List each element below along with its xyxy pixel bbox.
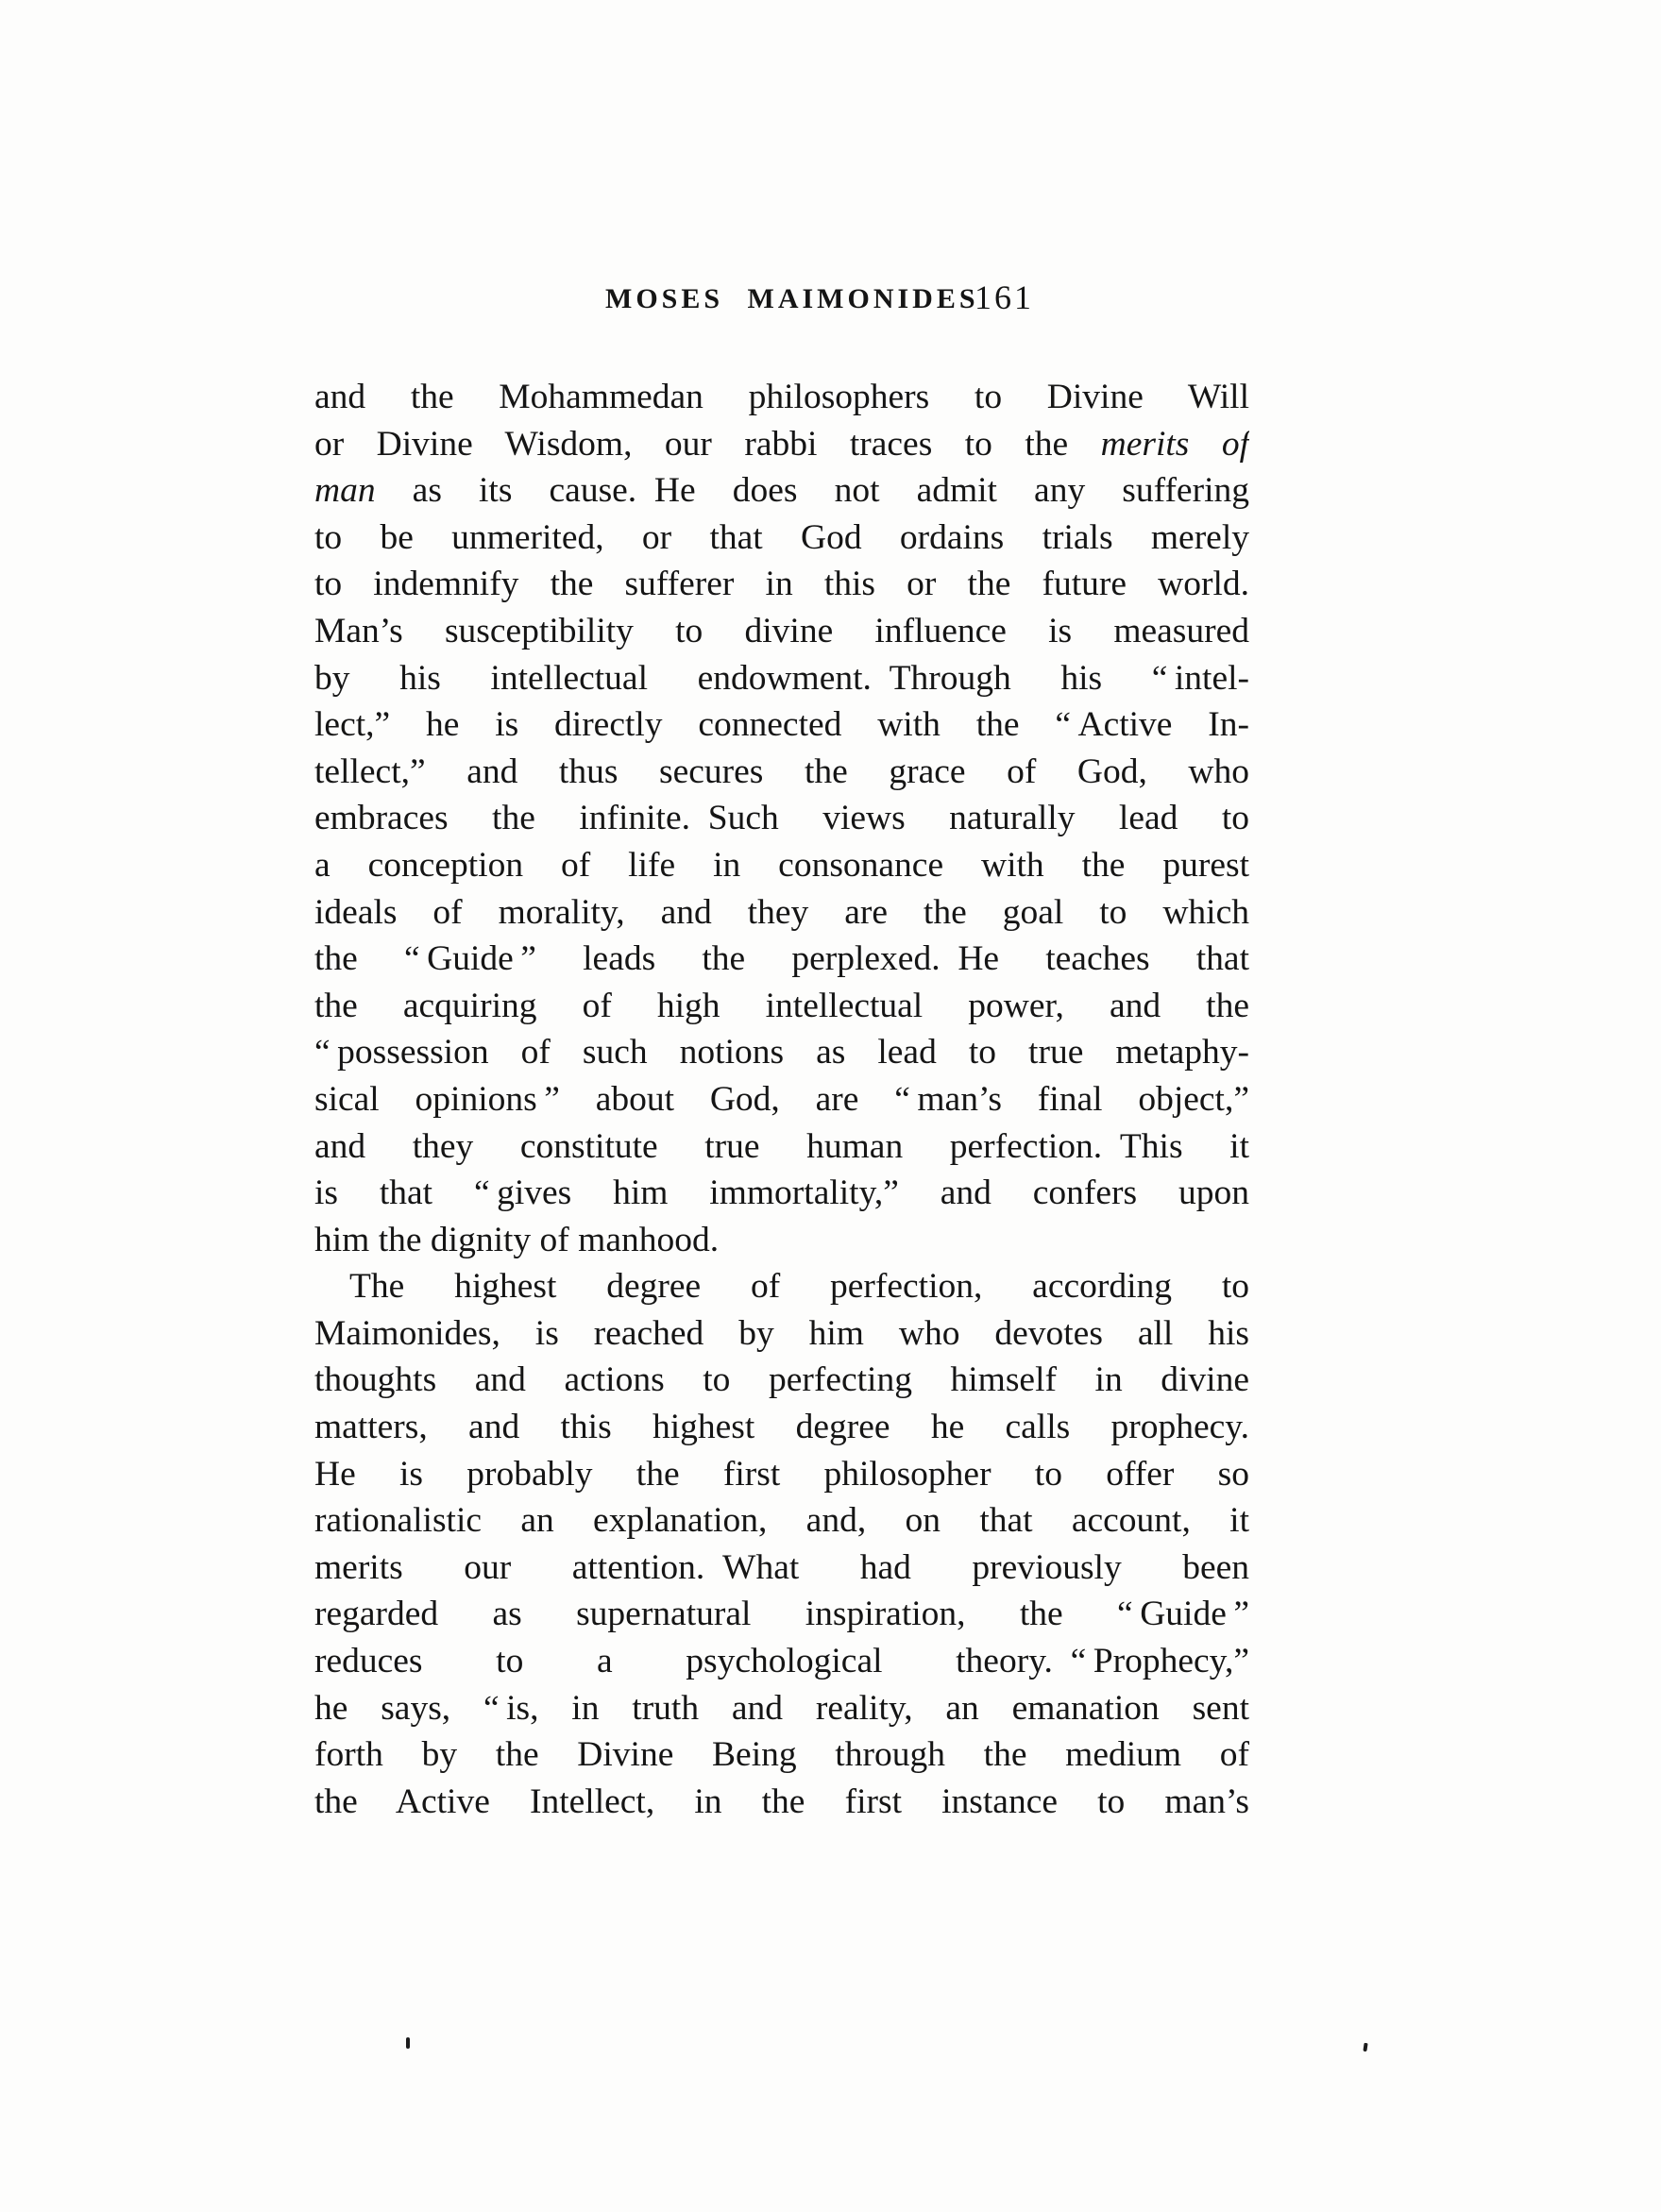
text-line-p2-11: forth by the Divine Being through the medium of: [314, 1735, 1249, 1775]
text-line-p2-7: merits our attention. What had previously been: [314, 1547, 1249, 1587]
text-line-p1-18: is that “ gives him immortality,” and confers upon: [314, 1174, 1249, 1213]
text-line-p1-4: to be unmerited, or that God ordains trials merely: [314, 517, 1249, 557]
text-line-p2-10: he says, “ is, in truth and reality, an emanation sent: [314, 1688, 1249, 1728]
text-line-p1-16: sical opinions ” about God, are “ man’s final object,”: [314, 1079, 1249, 1119]
text-line-p1-10: embraces the infinite. Such views naturally lead to: [314, 799, 1249, 838]
text-line-p1-14: the acquiring of high intellectual power, and the: [314, 986, 1249, 1025]
text-line-p2-1: The highest degree of perfection, according to: [349, 1267, 1249, 1307]
text-line-p1-11: a conception of life in consonance with the purest: [314, 845, 1249, 885]
text-line-p1-19: him the dignity of manhood.: [314, 1220, 720, 1259]
text-line-p2-12: the Active Intellect, in the first instance to man’s: [314, 1781, 1249, 1821]
text-line-p2-6: rationalistic an explanation, and, on that account, it: [314, 1501, 1249, 1541]
text-line-p1-7: by his intellectual endowment. Through his “ intel-: [314, 658, 1249, 698]
text-line-p2-8: regarded as supernatural inspiration, the “ Guide ”: [314, 1595, 1249, 1634]
text-line-p1-12: ideals of morality, and they are the goal to which: [314, 892, 1249, 932]
text-line-p2-3: thoughts and actions to perfecting himself in divine: [314, 1360, 1249, 1400]
text-line-p1-8: lect,” he is directly connected with the “ Active In-: [314, 705, 1249, 745]
text-line-p1-1: and the Mohammedan philosophers to Divine Will: [314, 378, 1249, 416]
body-text-block: [314, 374, 1249, 1825]
page-number: 161: [975, 279, 1034, 316]
text-line-p1-17: and they constitute true human perfection. This it: [314, 1126, 1249, 1166]
text-line-p1-6: Man’s susceptibility to divine influence is measured: [314, 611, 1249, 650]
text-line-p1-13: the “ Guide ” leads the perplexed. He teaches that: [314, 939, 1249, 979]
text-line-p1-5: to indemnify the sufferer in this or the future world.: [314, 565, 1249, 604]
text-line-p2-4: matters, and this highest degree he calls prophecy.: [314, 1408, 1249, 1447]
running-head-title: MOSES MAIMONIDES: [605, 283, 979, 314]
ink-speck: [406, 2037, 410, 2049]
text-line-p1-3: man as its cause. He does not admit any suffering: [314, 471, 1249, 511]
text-line-p2-9: reduces to a psychological theory. “ Prophecy,”: [314, 1642, 1249, 1681]
text-line-p1-2: or Divine Wisdom, our rabbi traces to the merits of: [314, 424, 1249, 464]
ink-speck: [1363, 2043, 1367, 2052]
text-line-p2-2: Maimonides, is reached by him who devotes all his: [314, 1313, 1249, 1353]
text-line-p2-5: He is probably the first philosopher to offer so: [314, 1454, 1249, 1494]
text-line-p1-15: “ possession of such notions as lead to true metaphy-: [314, 1033, 1249, 1072]
text-line-p1-9: tellect,” and thus secures the grace of God, who: [314, 751, 1249, 791]
